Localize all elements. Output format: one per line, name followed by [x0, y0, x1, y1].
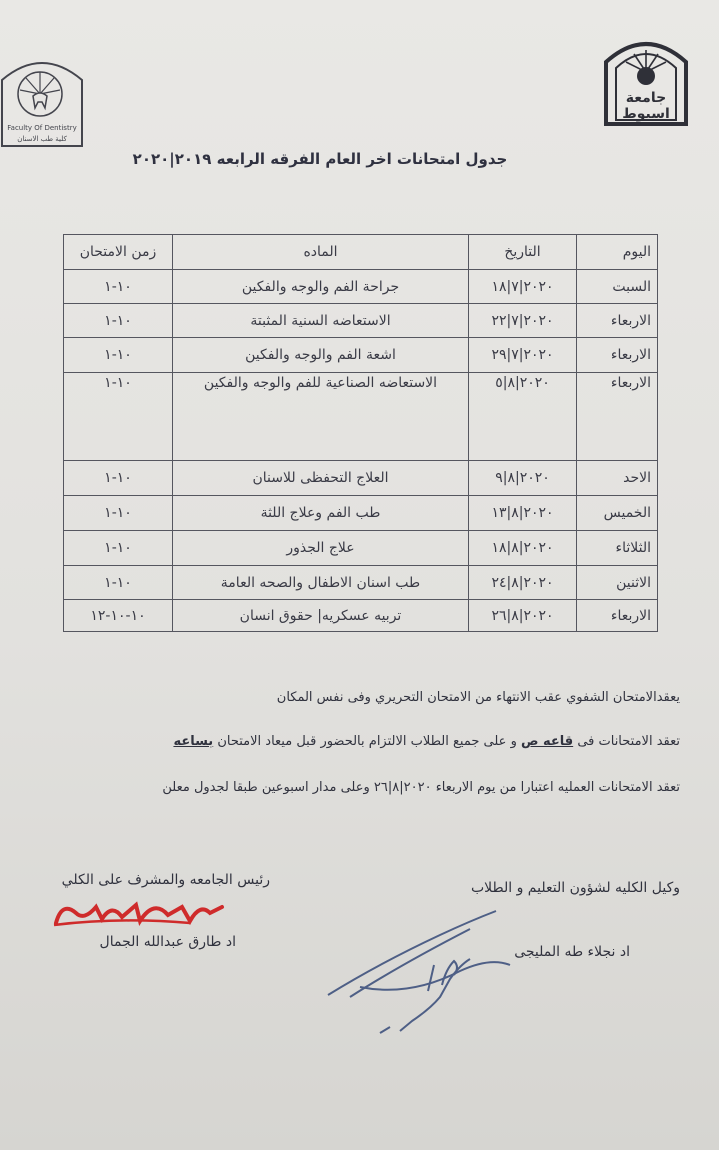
faculty-logo-arabic: كلية طب الاسنان [17, 135, 67, 143]
header-day: اليوم [577, 235, 658, 270]
cell-date: ٢٠٢٠|٨|٥ [469, 373, 577, 461]
faculty-logo [0, 50, 84, 150]
cell-day: الثلاثاء [577, 531, 658, 566]
cell-subject: علاج الجذور [173, 531, 469, 566]
cell-subject: العلاج التحفظى للاسنان [173, 461, 469, 496]
cell-day: الاربعاء [577, 338, 658, 373]
note-one-hour: بساعه [173, 734, 214, 749]
note-practical-exams: تعقد الامتحانات العمليه اعتبارا من يوم الاربعاء ٢٠٢٠|٨|٢٦ وعلى مدار اسبوعين طبقا لجدول معلن [162, 780, 680, 795]
cell-time: ١٠-١ [64, 531, 173, 566]
vice-dean-name: اد نجلاء طه المليجى [514, 944, 630, 960]
note-oral-exam: يعقدالامتحان الشفوي عقب الانتهاء من الامتحان التحريري وفى نفس المكان [276, 690, 680, 705]
cell-time: ١٠-١ [64, 373, 173, 461]
cell-date: ٢٠٢٠|٧|٢٢ [469, 304, 577, 338]
table-row [64, 531, 658, 566]
cell-time: ١٠-١ [64, 304, 173, 338]
svg-text:جامعة: جامعة [625, 90, 667, 106]
president-signature [50, 895, 230, 935]
cell-day: الاربعاء [577, 373, 658, 461]
cell-time: ١٠-١ [64, 461, 173, 496]
note-exam-hall-text-b: و على جميع الطلاب الالتزام بالحضور قبل ميعاد الامتحان [217, 734, 517, 749]
header-date: التاريخ [469, 235, 577, 270]
header-time: زمن الامتحان [64, 235, 173, 270]
vice-dean-signature [320, 905, 520, 1049]
document-title: جدول امتحانات اخر العام الفرقه الرابعه ٢٠١٩|٢٠٢٠ [132, 150, 508, 168]
table-row [64, 600, 658, 632]
cell-subject: الاستعاضه الصناعية للفم والوجه والفكين [173, 373, 469, 461]
cell-subject: الاستعاضه السنية المثبتة [173, 304, 469, 338]
cell-time: ١٠-١ [64, 270, 173, 304]
cell-time: ١٠-١٠-١٢ [64, 600, 173, 632]
cell-day: الاربعاء [577, 304, 658, 338]
cell-date: ٢٠٢٠|٨|٩ [469, 461, 577, 496]
cell-subject: طب الفم وعلاج اللثة [173, 496, 469, 531]
cell-subject: تربيه عسكريه| حقوق انسان [173, 600, 469, 632]
note-exam-hall [40, 734, 680, 749]
note-hall-name: قاعه ص [521, 734, 574, 749]
header-subject: الماده [173, 235, 469, 270]
table-row [64, 304, 658, 338]
cell-date: ٢٠٢٠|٨|١٣ [469, 496, 577, 531]
faculty-logo-text: Faculty Of Dentistry [7, 124, 77, 132]
cell-day: الاحد [577, 461, 658, 496]
cell-time: ١٠-١ [64, 338, 173, 373]
table-row [64, 496, 658, 531]
cell-subject: اشعة الفم والوجه والفكين [173, 338, 469, 373]
president-title: رئيس الجامعه والمشرف على الكلي [61, 872, 270, 888]
svg-text:اسيوط: اسيوط [622, 106, 670, 122]
note-exam-hall-text-a: تعقد الامتحانات فى [577, 734, 680, 749]
cell-time: ١٠-١ [64, 496, 173, 531]
president-name: اد طارق عبدالله الجمال [99, 934, 236, 950]
table-row [64, 373, 658, 461]
cell-day: السبت [577, 270, 658, 304]
cell-date: ٢٠٢٠|٧|١٨ [469, 270, 577, 304]
vice-dean-title: وكيل الكليه لشؤون التعليم و الطلاب [470, 880, 680, 896]
cell-day: الخميس [577, 496, 658, 531]
cell-time: ١٠-١ [64, 566, 173, 600]
table-row [64, 270, 658, 304]
cell-date: ٢٠٢٠|٨|٢٦ [469, 600, 577, 632]
cell-day: الاربعاء [577, 600, 658, 632]
university-logo [600, 32, 692, 128]
exam-schedule-table [63, 234, 658, 632]
cell-date: ٢٠٢٠|٨|١٨ [469, 531, 577, 566]
table-row [64, 338, 658, 373]
table-row [64, 566, 658, 600]
cell-day: الاثنين [577, 566, 658, 600]
cell-date: ٢٠٢٠|٧|٢٩ [469, 338, 577, 373]
cell-subject: جراحة الفم والوجه والفكين [173, 270, 469, 304]
table-header-row [64, 235, 658, 270]
cell-date: ٢٠٢٠|٨|٢٤ [469, 566, 577, 600]
table-row [64, 461, 658, 496]
cell-subject: طب اسنان الاطفال والصحه العامة [173, 566, 469, 600]
